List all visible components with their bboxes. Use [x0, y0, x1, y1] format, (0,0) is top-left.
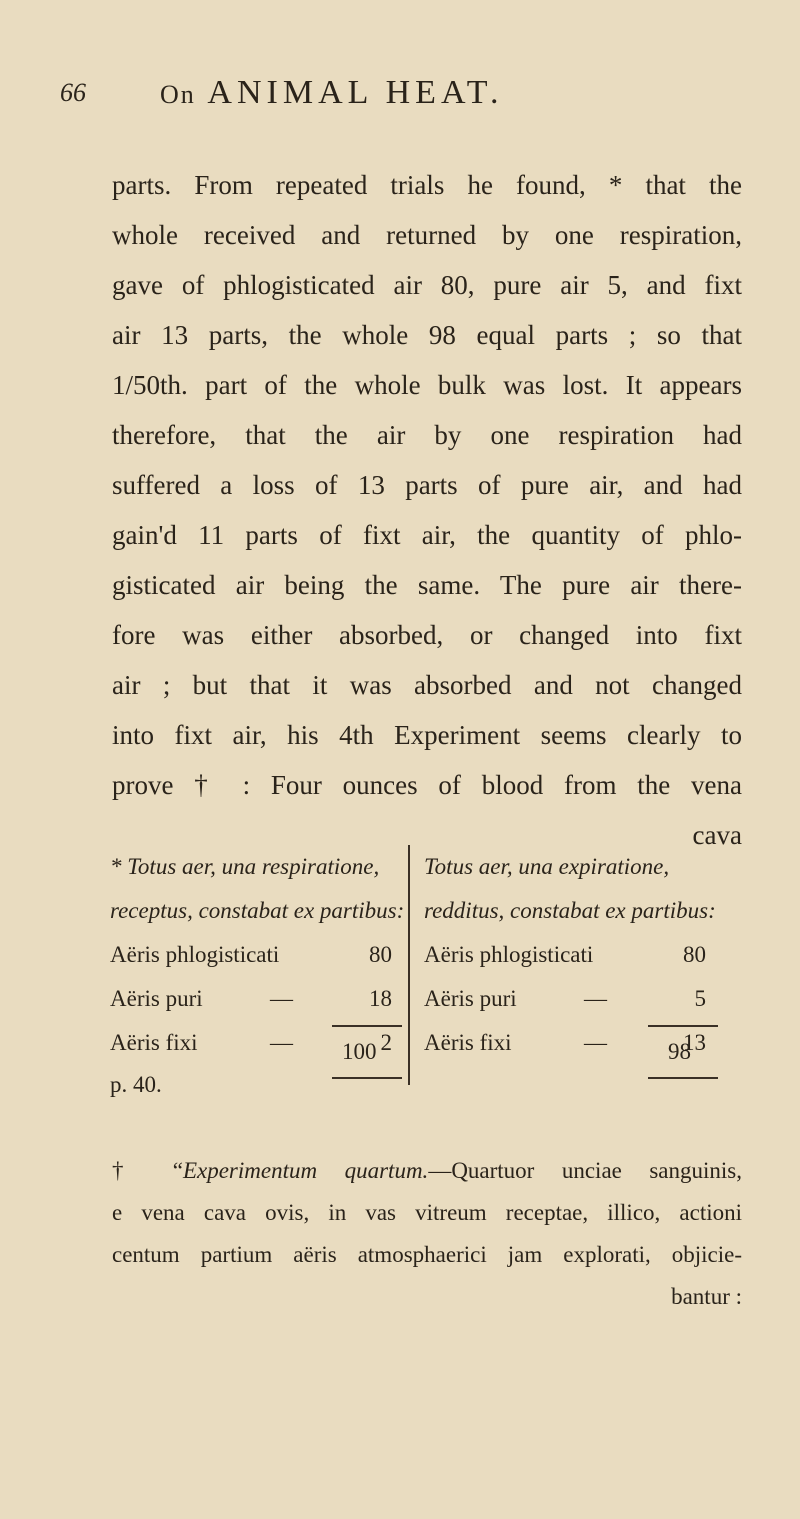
- column-total: 98: [668, 1039, 691, 1064]
- row-value: 80: [369, 942, 392, 967]
- title-on: On: [160, 80, 196, 109]
- row-dash: —: [584, 986, 607, 1011]
- row-value: 80: [683, 942, 706, 967]
- body-text: [112, 160, 742, 860]
- row-dash: —: [584, 1030, 607, 1055]
- row-value: 2: [380, 1030, 392, 1055]
- footnote-line: [112, 1150, 742, 1192]
- body-line: parts. From repeated trials he found, * that the: [112, 170, 742, 200]
- inspiration-column: [110, 845, 410, 1065]
- body-line: gave of phlogisticated air 80, pure air 5, and fixt: [112, 270, 742, 300]
- body-line: prove † : Four ounces of blood from the vena: [112, 770, 742, 800]
- row-label: Aëris puri: [110, 986, 203, 1011]
- expiration-column: [408, 845, 724, 1085]
- row-dash: —: [270, 1030, 293, 1055]
- footnote-catchword: bantur :: [671, 1284, 742, 1309]
- table-row: [424, 933, 724, 977]
- table-row: [110, 933, 410, 977]
- dagger-mark: † “: [112, 1158, 183, 1183]
- sum-rule: [648, 1077, 718, 1079]
- page-reference: p. 40.: [110, 1072, 162, 1097]
- page-number: 66: [60, 78, 86, 107]
- table-row: [110, 977, 410, 1021]
- row-value: 18: [369, 986, 392, 1011]
- body-line: suffered a loss of 13 parts of pure air, and had: [112, 470, 742, 500]
- body-line: into fixt air, his 4th Experiment seems clearly to: [112, 720, 742, 750]
- body-line: fore was either absorbed, or changed into fixt: [112, 620, 742, 650]
- column-subheading: redditus, constabat ex partibus:: [424, 898, 716, 923]
- column-heading: * Totus aer, una respiratione,: [110, 854, 380, 879]
- footnote-italic: Experimentum quartum.: [182, 1158, 429, 1183]
- body-line: gain'd 11 parts of fixt air, the quantity of phlo-: [112, 520, 742, 550]
- catchword: cava: [692, 820, 742, 850]
- column-total: 100: [342, 1039, 377, 1064]
- body-line: 1/50th. part of the whole bulk was lost. It appears: [112, 370, 742, 400]
- footnote-line: e vena cava ovis, in vas vitreum receptae, illico, actioni: [112, 1200, 742, 1225]
- row-dash: —: [270, 986, 293, 1011]
- body-line: whole received and returned by one respiration,: [112, 220, 742, 250]
- row-label: Aëris fixi: [424, 1030, 512, 1055]
- row-label: Aëris fixi: [110, 1030, 198, 1055]
- row-label: Aëris phlogisticati: [110, 942, 280, 967]
- body-line: air ; but that it was absorbed and not changed: [112, 670, 742, 700]
- footnote-table: [110, 845, 750, 1085]
- sum-rule: [332, 1077, 402, 1079]
- title-rest: ANIMAL HEAT.: [207, 74, 504, 111]
- running-title: [160, 74, 503, 112]
- sum-rule: [332, 1025, 402, 1027]
- footnote-rest: —Quartuor unciae sanguinis,: [428, 1158, 743, 1183]
- body-line: gisticated air being the same. The pure air there-: [112, 570, 742, 600]
- sum-rule: [648, 1025, 718, 1027]
- row-label: Aëris phlogisticati: [424, 942, 594, 967]
- running-header: [60, 74, 760, 118]
- row-value: 5: [694, 986, 706, 1011]
- column-subheading: receptus, constabat ex partibus:: [110, 898, 405, 923]
- column-heading: Totus aer, una expiratione,: [424, 854, 670, 879]
- body-line: air 13 parts, the whole 98 equal parts ; so that: [112, 320, 742, 350]
- row-label: Aëris puri: [424, 986, 517, 1011]
- footnote-experiment: [112, 1150, 742, 1318]
- body-line: therefore, that the air by one respiration had: [112, 420, 742, 450]
- table-row: [424, 977, 724, 1021]
- footnote-line: centum partium aëris atmosphaerici jam explorati, objicie-: [112, 1242, 742, 1267]
- row-value: 13: [683, 1030, 706, 1055]
